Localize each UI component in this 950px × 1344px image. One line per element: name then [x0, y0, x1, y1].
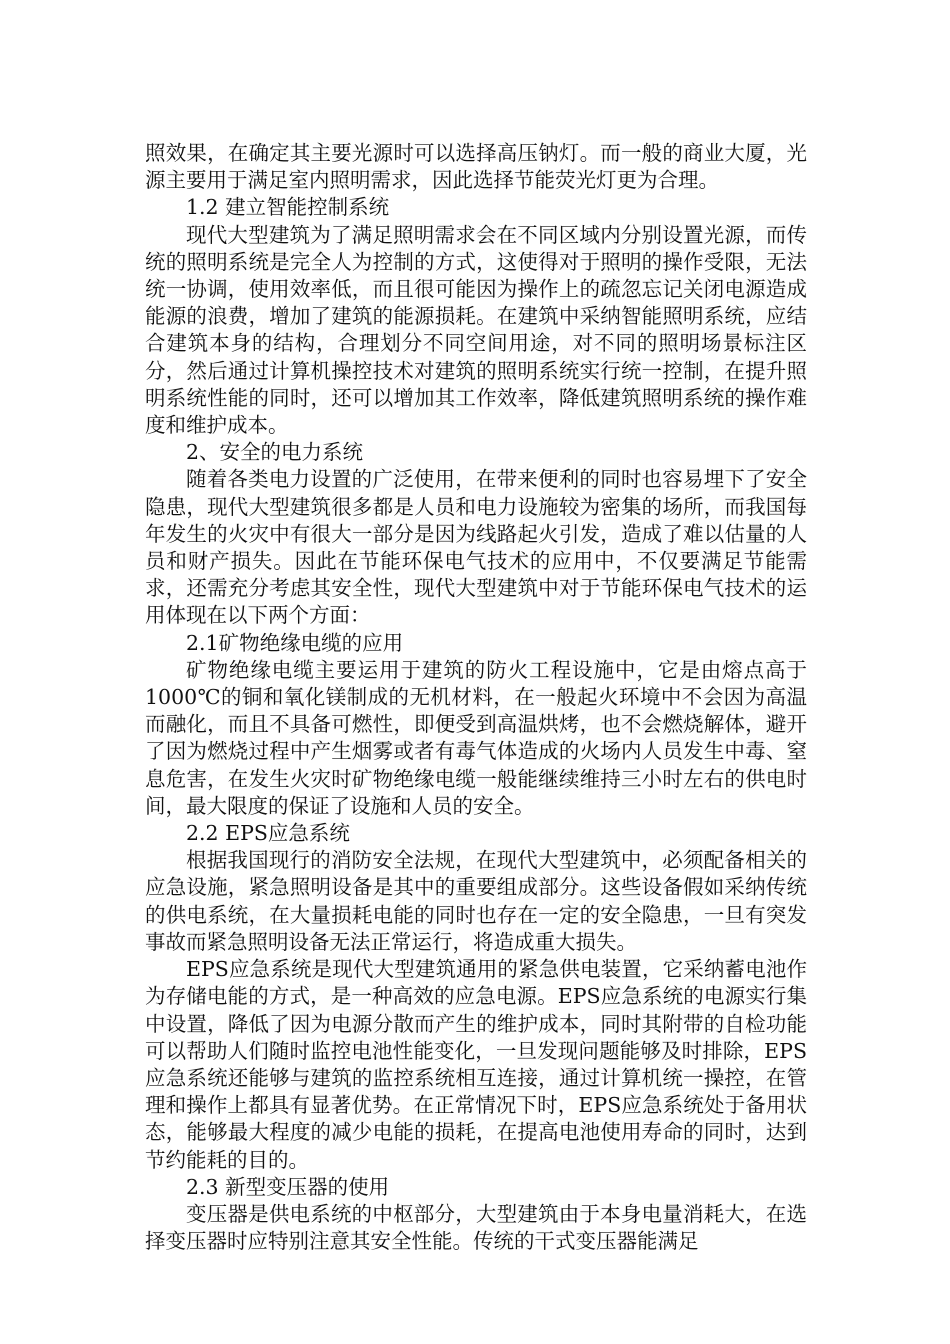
paragraph-mineral-cable: 矿物绝缘电缆主要运用于建筑的防火工程设施中，它是由熔点高于1000℃的铜和氧化镁制成的无机材料，在一般起火环境中不会因为高温而融化，而且不具备可燃性，即便受到高温烘烤，也不会燃烧解体，避开了因为燃烧过程中产生烟雾或者有毒气体造成的火场内人员发生中毒、窒息危害，在发生火灾时矿物绝缘电缆一般能继续维持三小时左右的供电时间，最大限度的保证了设施和人员的安全。	[145, 657, 807, 818]
paragraph-transformer: 变压器是供电系统的中枢部分，大型建筑由于本身电量消耗大，在选择变压器时应特别注意其安全性能。传统的干式变压器能满足	[145, 1201, 807, 1254]
document-page	[145, 140, 807, 1255]
heading-2: 2、安全的电力系统	[186, 440, 364, 465]
paragraph-smart-control: 现代大型建筑为了满足照明需求会在不同区域内分别设置光源，而传统的照明系统是完全人为控制的方式，这使得对于照明的操作受限，无法统一协调，使用效率低，而且很可能因为操作上的疏忽忘记关闭电源造成能源的浪费，增加了建筑的能源损耗。在建筑中采纳智能照明系统，应结合建筑本身的结构，合理划分不同空间用途，对不同的照明场景标注区分，然后通过计算机操控技术对建筑的照明系统实行统一控制，在提升照明系统性能的同时，还可以增加其工作效率，降低建筑照明系统的操作难度和维护成本。	[145, 222, 807, 438]
paragraph-eps-system: EPS应急系统是现代大型建筑通用的紧急供电装置，它采纳蓄电池作为存储电能的方式，是一种高效的应急电源。EPS应急系统的电源实行集中设置，降低了因为电源分散而产生的维护成本，同时其附带的自检功能可以帮助人们随时监控电池性能变化，一旦发现问题能够及时排除，EPS应急系统还能够与建筑的监控系统相互连接，通过计算机统一操控，在管理和操作上都具有显著优势。在正常情况下时，EPS应急系统处于备用状态，能够最大程度的减少电能的损耗，在提高电池使用寿命的同时，达到节约能耗的目的。	[145, 957, 807, 1172]
heading-2-3: 2.3 新型变压器的使用	[186, 1174, 390, 1199]
paragraph-lighting-choice: 照效果，在确定其主要光源时可以选择高压钠灯。而一般的商业大厦，光源主要用于满足室内照明需求，因此选择节能荧光灯更为合理。	[145, 141, 807, 193]
paragraph-power-safety: 随着各类电力设置的广泛使用，在带来便利的同时也容易埋下了安全隐患，现代大型建筑很多都是人员和电力设施较为密集的场所，而我国每年发生的火灾中有很大一部分是因为线路起火引发，造成了难以估量的人员和财产损失。因此在节能环保电气技术的应用中，不仅要满足节能需求，还需充分考虑其安全性，现代大型建筑中对于节能环保电气技术的运用体现在以下两个方面：	[145, 467, 807, 628]
heading-1-2: 1.2 建立智能控制系统	[186, 195, 390, 220]
heading-2-2: 2.2 EPS应急系统	[186, 821, 350, 846]
paragraph-fire-regulation: 根据我国现行的消防安全法规，在现代大型建筑中，必须配备相关的应急设施，紧急照明设备是其中的重要组成部分。这些设备假如采纳传统的供电系统，在大量损耗电能的同时也存在一定的安全隐患，一旦有突发事故而紧急照明设备无法正常运行，将造成重大损失。	[145, 848, 807, 954]
heading-2-1: 2.1矿物绝缘电缆的应用	[186, 630, 404, 655]
